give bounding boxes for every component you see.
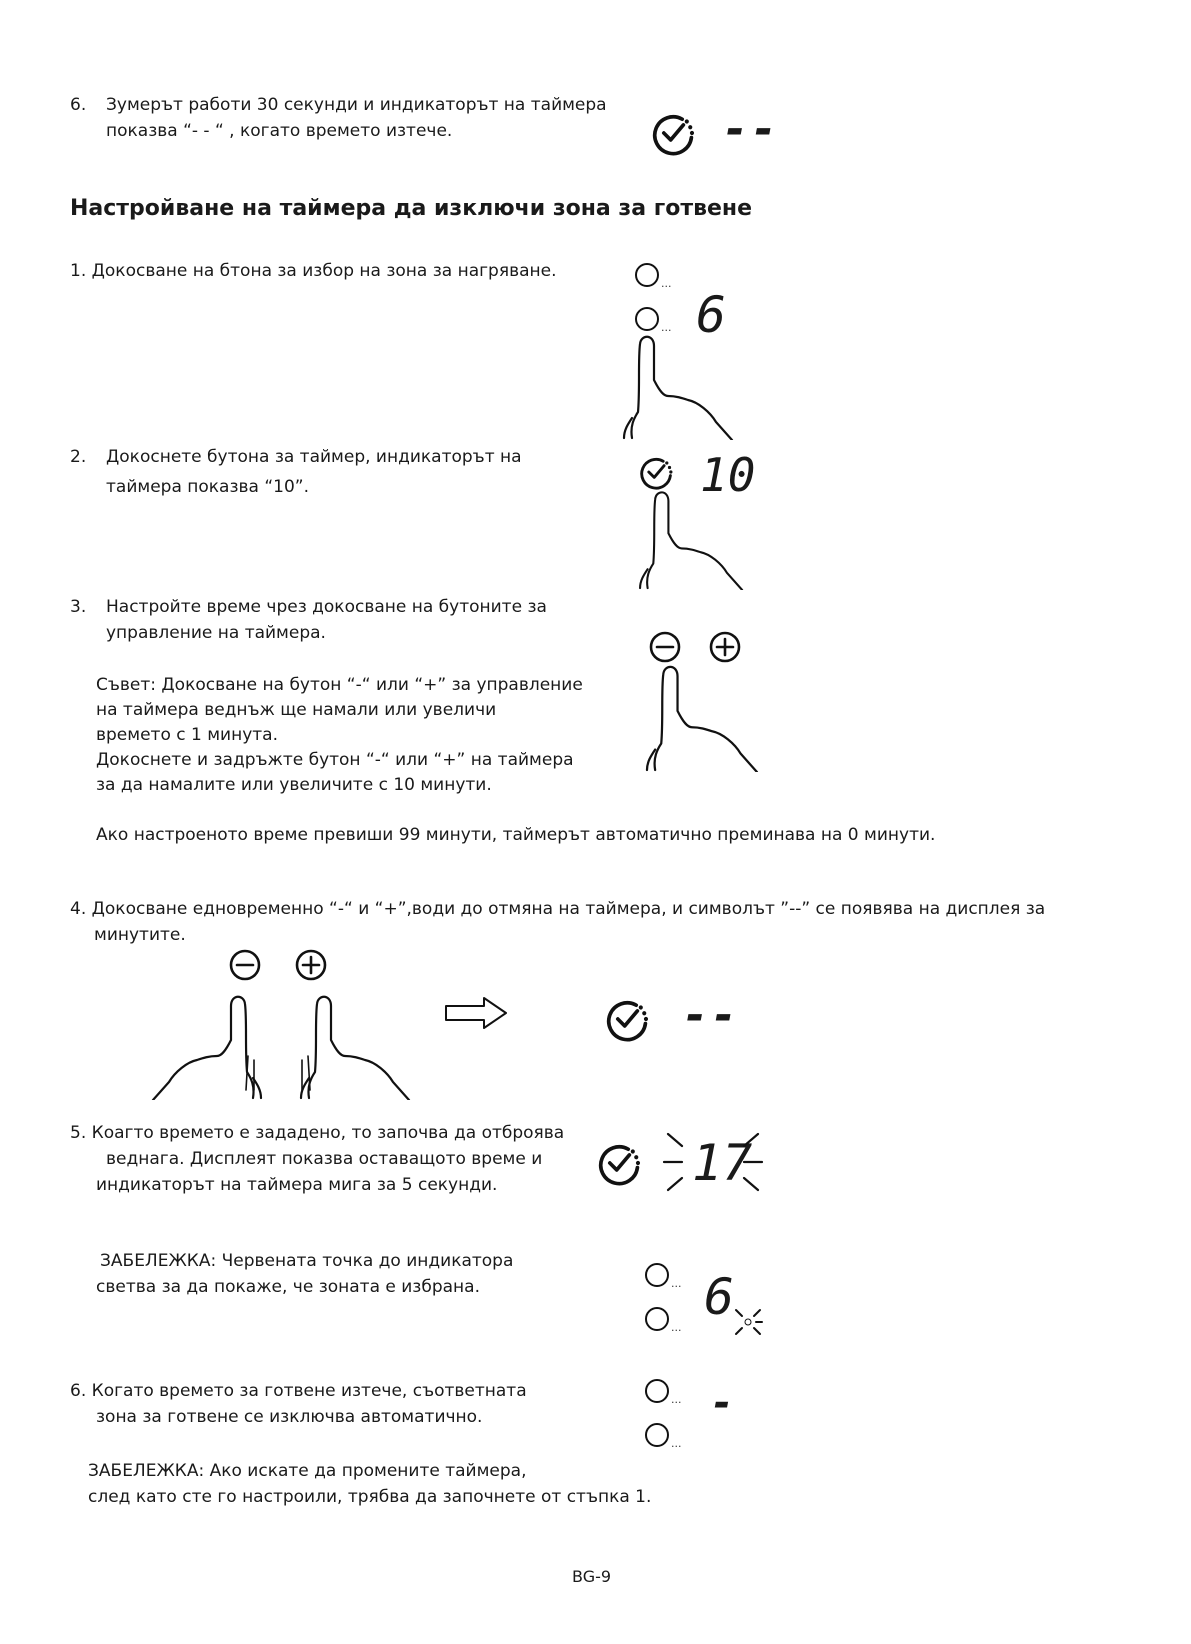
step-text-line: Зумерът работи 30 секунди и индикаторът на таймера — [106, 95, 607, 115]
step-text-line: 1. Докосване на бтона за избор на зона за нагряване. — [70, 261, 557, 281]
indicator-dots: ... — [671, 1437, 682, 1450]
tip-text-line: Докоснете и задръжте бутон “-“ или “+” на таймера — [96, 750, 574, 770]
indicator-dots: ... — [671, 1277, 682, 1290]
step-text-line: 5. Коагто времето е зададено, то започва да отброява — [70, 1123, 565, 1143]
touching-hand-icon — [634, 486, 752, 590]
blinking-dot-icon — [730, 1304, 766, 1340]
step-text-line: таймера показва “10”. — [106, 477, 309, 497]
tip-text-line: времето с 1 минута. — [96, 725, 279, 745]
step-text-line: 6. Когато времето за готвене изтече, съответната — [70, 1381, 527, 1401]
touching-hand-icon — [640, 660, 768, 772]
step-text-line: индикаторът на таймера мига за 5 секунди. — [96, 1175, 498, 1195]
tip-text-line: за да намалите или увеличите с 10 минути. — [96, 775, 492, 795]
step-text-line: минутите. — [94, 925, 186, 945]
step-text-line: веднага. Дисплеят показва оставащото време и — [106, 1149, 543, 1169]
right-arrow-icon — [444, 996, 510, 1030]
step-number: 2. — [70, 447, 87, 467]
timer-clock-icon — [650, 110, 696, 156]
timer-display: 17 — [692, 1134, 753, 1192]
power-level-display: 6 — [704, 1268, 735, 1326]
indicator-dots: ... — [661, 321, 672, 334]
power-level-display: 6 — [696, 286, 727, 344]
step-number: 3. — [70, 597, 87, 617]
step-text-line: Настройте време чрез докосване на бутоните за — [106, 597, 547, 617]
note-text-line: светва за да покаже, че зоната е избрана. — [96, 1277, 480, 1297]
timer-clock-icon — [638, 454, 674, 490]
note-text-line: Ако настроеното време превиши 99 минути, таймерът автоматично преминава на 0 минути. — [96, 825, 936, 845]
step-text-line: управление на таймера. — [106, 623, 326, 643]
left-touching-hand-icon — [140, 990, 270, 1100]
zone-indicator-circle-icon — [644, 1378, 670, 1404]
touching-hand-icon — [620, 330, 740, 440]
note-text-line: ЗАБЕЛЕЖКА: Ако искате да промените таймера, — [88, 1461, 527, 1481]
minus-button-icon — [648, 630, 682, 664]
zone-indicator-circle-icon — [644, 1306, 670, 1332]
plus-button-icon — [708, 630, 742, 664]
timer-clock-icon — [596, 1140, 642, 1186]
zone-indicator-circle-icon — [644, 1422, 670, 1448]
indicator-dots: ... — [671, 1393, 682, 1406]
plus-button-icon — [294, 948, 328, 982]
step-number: 6. — [70, 95, 87, 115]
power-level-display: - — [710, 1380, 735, 1426]
zone-indicator-circle-icon — [634, 262, 660, 288]
note-text-line: след като сте го настроили, трябва да започнете от стъпка 1. — [88, 1487, 652, 1507]
step-text-line: 4. Докосване едновременно “-“ и “+”,води до отмяна на таймера, и символът ”--” се появява на дисплея за — [70, 899, 1046, 919]
tip-text-line: на таймера веднъж ще намали или увеличи — [96, 700, 497, 720]
timer-clock-icon — [604, 996, 650, 1042]
zone-indicator-circle-icon — [634, 306, 660, 332]
right-touching-hand-icon — [292, 990, 422, 1100]
zone-indicator-circle-icon — [644, 1262, 670, 1288]
timer-display: -- — [722, 104, 779, 155]
step-text-line: Докоснете бутона за таймер, индикаторът на — [106, 447, 522, 467]
minus-button-icon — [228, 948, 262, 982]
step-text-line: показва “- - “ , когато времето изтече. — [106, 121, 453, 141]
tip-text-line: Съвет: Докосване на бутон “-“ или “+” за управление — [96, 675, 583, 695]
page-number: BG-9 — [572, 1567, 612, 1586]
step-text-line: зона за готвене се изключва автоматично. — [96, 1407, 483, 1427]
indicator-dots: ... — [661, 277, 672, 290]
note-text-line: ЗАБЕЛЕЖКА: Червената точка до индикатора — [100, 1251, 514, 1271]
section-heading: Настройване на таймера да изключи зона за готвене — [70, 196, 753, 221]
blinking-rays-icon — [662, 1128, 764, 1198]
indicator-dots: ... — [671, 1321, 682, 1334]
timer-display: -- — [682, 990, 739, 1041]
timer-display: 10 — [700, 448, 756, 502]
